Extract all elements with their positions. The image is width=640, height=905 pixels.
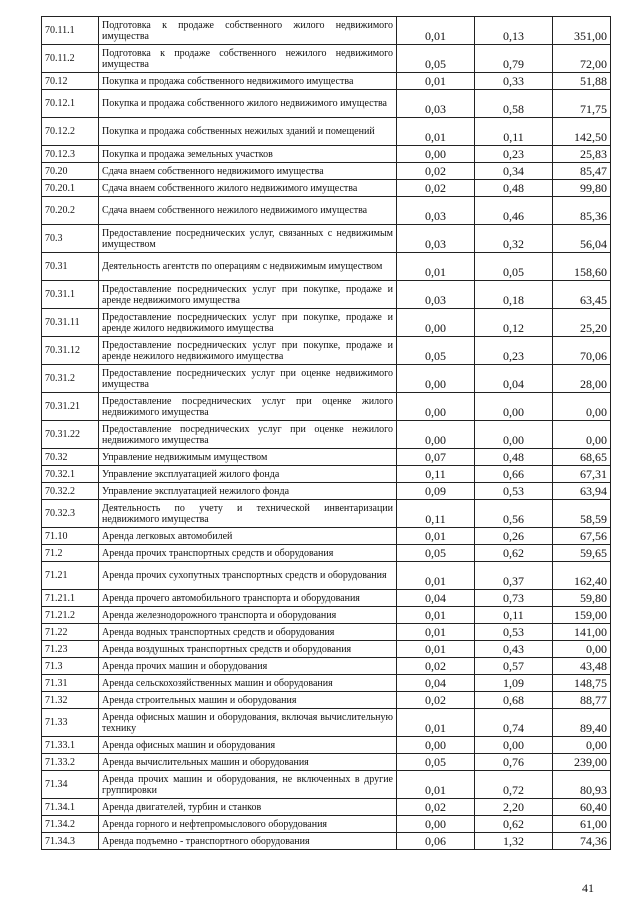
okved-code-cell: 70.3 [42, 225, 99, 253]
okved-code-cell: 71.34.3 [42, 833, 99, 850]
value-1-cell: 0,01 [397, 607, 475, 624]
okved-code-cell: 70.12.1 [42, 90, 99, 118]
table-row [42, 118, 611, 146]
activity-description-cell: Предоставление посреднических услуг при покупке, продаже и аренде недвижимого имущества [99, 281, 397, 309]
value-1-cell: 0,00 [397, 421, 475, 449]
table-row [42, 365, 611, 393]
okved-code-cell: 70.12 [42, 73, 99, 90]
activity-description-cell: Аренда прочих сухопутных транспортных средств и оборудования [99, 562, 397, 590]
value-2-cell: 0,72 [475, 771, 553, 799]
table-row [42, 90, 611, 118]
okved-code-cell: 71.34.2 [42, 816, 99, 833]
okved-code-cell: 70.20.1 [42, 180, 99, 197]
value-1-cell: 0,05 [397, 545, 475, 562]
rates-table [41, 16, 611, 850]
okved-code-cell: 71.23 [42, 641, 99, 658]
okved-code-cell: 70.31.11 [42, 309, 99, 337]
table-row [42, 309, 611, 337]
table-row [42, 73, 611, 90]
value-2-cell: 1,32 [475, 833, 553, 850]
table-row [42, 421, 611, 449]
value-3-cell: 56,04 [553, 225, 611, 253]
value-3-cell: 0,00 [553, 641, 611, 658]
value-1-cell: 0,01 [397, 73, 475, 90]
activity-description-cell: Предоставление посреднических услуг при покупке, продаже и аренде жилого недвижимого имущества [99, 309, 397, 337]
value-1-cell: 0,02 [397, 163, 475, 180]
value-2-cell: 0,66 [475, 466, 553, 483]
value-3-cell: 68,65 [553, 449, 611, 466]
okved-code-cell: 70.31.12 [42, 337, 99, 365]
value-2-cell: 0,00 [475, 393, 553, 421]
value-2-cell: 0,04 [475, 365, 553, 393]
activity-description-cell: Предоставление посреднических услуг при оценке жилого недвижимого имущества [99, 393, 397, 421]
value-1-cell: 0,01 [397, 641, 475, 658]
activity-description-cell: Управление недвижимым имуществом [99, 449, 397, 466]
value-1-cell: 0,01 [397, 17, 475, 45]
value-1-cell: 0,11 [397, 466, 475, 483]
table-row [42, 771, 611, 799]
value-1-cell: 0,06 [397, 833, 475, 850]
okved-code-cell: 71.34 [42, 771, 99, 799]
value-2-cell: 0,46 [475, 197, 553, 225]
value-2-cell: 0,32 [475, 225, 553, 253]
value-1-cell: 0,07 [397, 449, 475, 466]
value-1-cell: 0,11 [397, 500, 475, 528]
value-2-cell: 0,53 [475, 483, 553, 500]
value-1-cell: 0,03 [397, 90, 475, 118]
value-3-cell: 0,00 [553, 421, 611, 449]
activity-description-cell: Аренда горного и нефтепромыслового оборудования [99, 816, 397, 833]
value-1-cell: 0,03 [397, 225, 475, 253]
value-3-cell: 85,36 [553, 197, 611, 225]
activity-description-cell: Предоставление посреднических услуг, связанных с недвижимым имуществом [99, 225, 397, 253]
activity-description-cell: Управление эксплуатацией нежилого фонда [99, 483, 397, 500]
table-row [42, 281, 611, 309]
activity-description-cell: Подготовка к продаже собственного жилого недвижимого имущества [99, 17, 397, 45]
value-2-cell: 0,00 [475, 421, 553, 449]
value-2-cell: 0,73 [475, 590, 553, 607]
value-3-cell: 58,59 [553, 500, 611, 528]
value-3-cell: 158,60 [553, 253, 611, 281]
okved-code-cell: 70.11.1 [42, 17, 99, 45]
value-2-cell: 0,00 [475, 737, 553, 754]
value-1-cell: 0,03 [397, 281, 475, 309]
value-1-cell: 0,01 [397, 771, 475, 799]
table-row [42, 449, 611, 466]
value-1-cell: 0,04 [397, 590, 475, 607]
value-2-cell: 0,48 [475, 180, 553, 197]
activity-description-cell: Покупка и продажа собственного жилого недвижимого имущества [99, 90, 397, 118]
value-1-cell: 0,01 [397, 562, 475, 590]
value-3-cell: 0,00 [553, 393, 611, 421]
activity-description-cell: Аренда железнодорожного транспорта и оборудования [99, 607, 397, 624]
value-2-cell: 0,57 [475, 658, 553, 675]
okved-code-cell: 70.31.2 [42, 365, 99, 393]
value-3-cell: 67,56 [553, 528, 611, 545]
table-row [42, 754, 611, 771]
value-1-cell: 0,00 [397, 309, 475, 337]
table-row [42, 799, 611, 816]
okved-code-cell: 71.33 [42, 709, 99, 737]
value-1-cell: 0,02 [397, 692, 475, 709]
value-2-cell: 0,53 [475, 624, 553, 641]
okved-code-cell: 70.31.1 [42, 281, 99, 309]
okved-code-cell: 71.21.1 [42, 590, 99, 607]
table-row [42, 45, 611, 73]
value-3-cell: 162,40 [553, 562, 611, 590]
table-row [42, 528, 611, 545]
table-row [42, 500, 611, 528]
value-2-cell: 0,23 [475, 337, 553, 365]
value-1-cell: 0,00 [397, 146, 475, 163]
value-2-cell: 0,79 [475, 45, 553, 73]
okved-code-cell: 71.2 [42, 545, 99, 562]
value-3-cell: 142,50 [553, 118, 611, 146]
okved-code-cell: 70.32.3 [42, 500, 99, 528]
table-row [42, 180, 611, 197]
activity-description-cell: Аренда воздушных транспортных средств и оборудования [99, 641, 397, 658]
value-3-cell: 72,00 [553, 45, 611, 73]
value-2-cell: 0,68 [475, 692, 553, 709]
activity-description-cell: Предоставление посреднических услуг при покупке, продаже и аренде нежилого недвижимого имущества [99, 337, 397, 365]
value-1-cell: 0,05 [397, 45, 475, 73]
table-row [42, 163, 611, 180]
value-2-cell: 0,74 [475, 709, 553, 737]
okved-code-cell: 70.12.3 [42, 146, 99, 163]
activity-description-cell: Покупка и продажа земельных участков [99, 146, 397, 163]
okved-code-cell: 70.31 [42, 253, 99, 281]
value-2-cell: 0,56 [475, 500, 553, 528]
value-1-cell: 0,00 [397, 393, 475, 421]
value-3-cell: 141,00 [553, 624, 611, 641]
activity-description-cell: Аренда легковых автомобилей [99, 528, 397, 545]
value-2-cell: 0,12 [475, 309, 553, 337]
value-3-cell: 25,20 [553, 309, 611, 337]
table-row [42, 658, 611, 675]
value-3-cell: 80,93 [553, 771, 611, 799]
value-3-cell: 67,31 [553, 466, 611, 483]
value-3-cell: 85,47 [553, 163, 611, 180]
okved-code-cell: 71.34.1 [42, 799, 99, 816]
value-2-cell: 0,58 [475, 90, 553, 118]
table-row [42, 624, 611, 641]
value-1-cell: 0,01 [397, 624, 475, 641]
table-row [42, 253, 611, 281]
value-2-cell: 0,23 [475, 146, 553, 163]
okved-code-cell: 70.12.2 [42, 118, 99, 146]
table-row [42, 641, 611, 658]
value-1-cell: 0,09 [397, 483, 475, 500]
activity-description-cell: Аренда прочих машин и оборудования [99, 658, 397, 675]
value-2-cell: 2,20 [475, 799, 553, 816]
activity-description-cell: Управление эксплуатацией жилого фонда [99, 466, 397, 483]
okved-code-cell: 71.33.2 [42, 754, 99, 771]
activity-description-cell: Аренда двигателей, турбин и станков [99, 799, 397, 816]
value-1-cell: 0,01 [397, 528, 475, 545]
value-3-cell: 70,06 [553, 337, 611, 365]
rates-table-body [42, 17, 611, 850]
table-row [42, 466, 611, 483]
okved-code-cell: 71.33.1 [42, 737, 99, 754]
okved-code-cell: 71.3 [42, 658, 99, 675]
value-2-cell: 0,76 [475, 754, 553, 771]
activity-description-cell: Деятельность агентств по операциям с недвижимым имуществом [99, 253, 397, 281]
value-2-cell: 0,37 [475, 562, 553, 590]
value-2-cell: 0,26 [475, 528, 553, 545]
value-2-cell: 0,11 [475, 118, 553, 146]
okved-code-cell: 70.11.2 [42, 45, 99, 73]
activity-description-cell: Сдача внаем собственного недвижимого имущества [99, 163, 397, 180]
okved-code-cell: 70.31.21 [42, 393, 99, 421]
activity-description-cell: Аренда офисных машин и оборудования [99, 737, 397, 754]
value-2-cell: 0,11 [475, 607, 553, 624]
table-row [42, 483, 611, 500]
activity-description-cell: Предоставление посреднических услуг при оценке недвижимого имущества [99, 365, 397, 393]
value-3-cell: 239,00 [553, 754, 611, 771]
value-1-cell: 0,01 [397, 709, 475, 737]
okved-code-cell: 70.31.22 [42, 421, 99, 449]
okved-code-cell: 70.32.1 [42, 466, 99, 483]
value-2-cell: 0,62 [475, 545, 553, 562]
table-row [42, 545, 611, 562]
activity-description-cell: Аренда подъемно - транспортного оборудования [99, 833, 397, 850]
okved-code-cell: 71.31 [42, 675, 99, 692]
value-3-cell: 148,75 [553, 675, 611, 692]
table-row [42, 197, 611, 225]
activity-description-cell: Покупка и продажа собственного недвижимого имущества [99, 73, 397, 90]
value-3-cell: 88,77 [553, 692, 611, 709]
page-number: 41 [582, 881, 594, 895]
activity-description-cell: Сдача внаем собственного нежилого недвижимого имущества [99, 197, 397, 225]
table-row [42, 590, 611, 607]
activity-description-cell: Деятельность по учету и технической инвентаризации недвижимого имущества [99, 500, 397, 528]
value-1-cell: 0,05 [397, 337, 475, 365]
value-3-cell: 60,40 [553, 799, 611, 816]
value-3-cell: 61,00 [553, 816, 611, 833]
okved-code-cell: 70.32.2 [42, 483, 99, 500]
table-row [42, 816, 611, 833]
table-row [42, 393, 611, 421]
table-row [42, 17, 611, 45]
value-3-cell: 89,40 [553, 709, 611, 737]
value-3-cell: 59,65 [553, 545, 611, 562]
table-row [42, 146, 611, 163]
value-1-cell: 0,02 [397, 799, 475, 816]
activity-description-cell: Покупка и продажа собственных нежилых зданий и помещений [99, 118, 397, 146]
value-2-cell: 0,62 [475, 816, 553, 833]
okved-code-cell: 70.20.2 [42, 197, 99, 225]
value-1-cell: 0,01 [397, 253, 475, 281]
table-row [42, 562, 611, 590]
activity-description-cell: Аренда офисных машин и оборудования, включая вычислительную технику [99, 709, 397, 737]
value-3-cell: 25,83 [553, 146, 611, 163]
value-3-cell: 351,00 [553, 17, 611, 45]
activity-description-cell: Аренда сельскохозяйственных машин и оборудования [99, 675, 397, 692]
activity-description-cell: Аренда прочего автомобильного транспорта и оборудования [99, 590, 397, 607]
okved-code-cell: 70.20 [42, 163, 99, 180]
value-1-cell: 0,00 [397, 365, 475, 393]
activity-description-cell: Подготовка к продаже собственного нежилого недвижимого имущества [99, 45, 397, 73]
activity-description-cell: Аренда вычислительных машин и оборудования [99, 754, 397, 771]
table-row [42, 337, 611, 365]
value-3-cell: 63,45 [553, 281, 611, 309]
activity-description-cell: Аренда прочих машин и оборудования, не включенных в другие группировки [99, 771, 397, 799]
value-2-cell: 0,34 [475, 163, 553, 180]
value-2-cell: 0,43 [475, 641, 553, 658]
value-1-cell: 0,00 [397, 816, 475, 833]
activity-description-cell: Сдача внаем собственного жилого недвижимого имущества [99, 180, 397, 197]
value-3-cell: 99,80 [553, 180, 611, 197]
activity-description-cell: Аренда прочих транспортных средств и оборудования [99, 545, 397, 562]
table-row [42, 692, 611, 709]
value-1-cell: 0,00 [397, 737, 475, 754]
value-2-cell: 1,09 [475, 675, 553, 692]
okved-code-cell: 71.10 [42, 528, 99, 545]
value-1-cell: 0,05 [397, 754, 475, 771]
value-2-cell: 0,48 [475, 449, 553, 466]
value-3-cell: 28,00 [553, 365, 611, 393]
activity-description-cell: Аренда водных транспортных средств и оборудования [99, 624, 397, 641]
value-3-cell: 159,00 [553, 607, 611, 624]
okved-code-cell: 71.21 [42, 562, 99, 590]
value-1-cell: 0,02 [397, 658, 475, 675]
value-1-cell: 0,02 [397, 180, 475, 197]
table-row [42, 737, 611, 754]
table-row [42, 675, 611, 692]
value-3-cell: 71,75 [553, 90, 611, 118]
value-2-cell: 0,13 [475, 17, 553, 45]
value-1-cell: 0,01 [397, 118, 475, 146]
activity-description-cell: Предоставление посреднических услуг при оценке нежилого недвижимого имущества [99, 421, 397, 449]
value-3-cell: 51,88 [553, 73, 611, 90]
value-2-cell: 0,18 [475, 281, 553, 309]
value-1-cell: 0,04 [397, 675, 475, 692]
value-3-cell: 0,00 [553, 737, 611, 754]
table-row [42, 833, 611, 850]
table-row [42, 709, 611, 737]
value-1-cell: 0,03 [397, 197, 475, 225]
okved-code-cell: 71.21.2 [42, 607, 99, 624]
table-row [42, 225, 611, 253]
value-2-cell: 0,33 [475, 73, 553, 90]
value-3-cell: 63,94 [553, 483, 611, 500]
okved-code-cell: 70.32 [42, 449, 99, 466]
value-3-cell: 59,80 [553, 590, 611, 607]
value-3-cell: 74,36 [553, 833, 611, 850]
okved-code-cell: 71.22 [42, 624, 99, 641]
okved-code-cell: 71.32 [42, 692, 99, 709]
table-row [42, 607, 611, 624]
value-3-cell: 43,48 [553, 658, 611, 675]
value-2-cell: 0,05 [475, 253, 553, 281]
activity-description-cell: Аренда строительных машин и оборудования [99, 692, 397, 709]
